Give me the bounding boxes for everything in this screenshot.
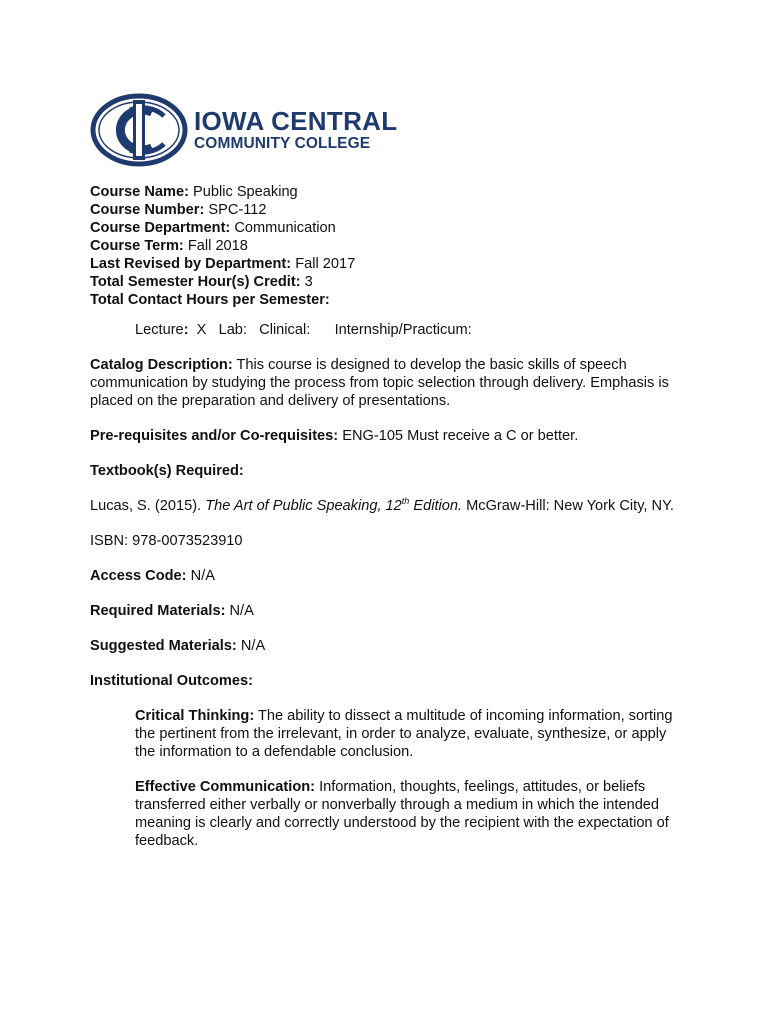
institutional-outcomes-label: Institutional Outcomes: [90,673,253,689]
critical-thinking-label: Critical Thinking: [135,708,255,724]
course-department-label: Course Department: [90,220,231,236]
lecture-value: X [196,322,207,338]
course-term-row [90,237,690,255]
course-name-row [90,183,690,201]
catalog-description [90,356,690,410]
required-materials-label: Required Materials: [90,603,226,619]
prerequisites-text: ENG-105 Must receive a C or better. [342,428,579,444]
lecture-colon: : [183,322,189,338]
textbook-edition-sup: th [401,496,410,507]
course-department-row [90,219,690,237]
lab-label: Lab: [218,322,247,338]
last-revised-row [90,255,690,273]
course-number-row [90,201,690,219]
access-code-label: Access Code: [90,568,187,584]
textbook-label: Textbook(s) Required: [90,463,244,479]
credit-hours-value: 3 [304,274,313,290]
college-name-line1: IOWA CENTRAL [194,106,398,136]
catalog-description-text: This course is designed to develop the basic skills of speech communication by studying the process from topic selection through delivery. Emphasis is placed on the preparation and delivery of presentations. [90,357,669,409]
textbook-isbn: ISBN: 978-0073523910 [90,533,243,549]
course-name-label: Course Name: [90,184,189,200]
prerequisites-label: Pre-requisites and/or Co-requisites: [90,428,339,444]
credit-hours-row [90,273,690,291]
access-code-value: N/A [190,568,215,584]
prerequisites [90,427,690,445]
effective-communication-text: Information, thoughts, feelings, attitudes, or beliefs transferred either verbally or nonverbally through a medium in which the intended meaning is clearly and correctly understood by the recipient with the expectation of feedback. [135,779,669,849]
college-seal-icon [90,92,188,168]
college-name [194,108,397,152]
course-term-label: Course Term: [90,238,184,254]
required-materials-row [90,602,690,620]
course-name-value: Public Speaking [193,184,298,200]
college-logo [90,92,397,168]
last-revised-label: Last Revised by Department: [90,256,292,272]
textbook-citation [90,497,690,515]
textbook-publisher: McGraw-Hill: New York City, NY. [466,498,674,514]
last-revised-value: Fall 2017 [295,256,356,272]
contact-hours-row [90,291,690,309]
hours-breakdown-row [135,321,690,339]
course-number-label: Course Number: [90,202,205,218]
contact-hours-label: Total Contact Hours per Semester: [90,292,330,308]
course-term-value: Fall 2018 [187,238,248,254]
textbook-title: The Art of Public Speaking, 12th Edition. [205,496,463,514]
suggested-materials-row [90,637,690,655]
college-name-line2: COMMUNITY COLLEGE [194,135,371,152]
suggested-materials-value: N/A [240,638,266,654]
effective-communication-outcome [135,778,690,850]
catalog-description-label: Catalog Description: [90,357,233,373]
syllabus-content [90,183,690,850]
suggested-materials-label: Suggested Materials: [90,638,237,654]
lecture-label: Lecture [135,322,184,338]
critical-thinking-text: The ability to dissect a multitude of incoming information, sorting the pertinent from the irrelevant, in order to analyze, evaluate, synthesize, or apply the information to a defendable conclusion. [135,708,673,760]
textbook-author: Lucas, S. (2015). [90,498,202,514]
course-number-value: SPC-112 [208,202,267,218]
clinical-label: Clinical: [259,322,311,338]
internship-label: Internship/Practicum: [334,322,472,338]
effective-communication-label: Effective Communication: [135,779,316,795]
access-code-row [90,567,690,585]
critical-thinking-outcome [135,707,690,761]
institutional-outcomes-heading [90,672,690,690]
required-materials-value: N/A [229,603,254,619]
course-department-value: Communication [234,220,336,236]
textbook-heading [90,462,690,480]
credit-hours-label: Total Semester Hour(s) Credit: [90,274,301,290]
